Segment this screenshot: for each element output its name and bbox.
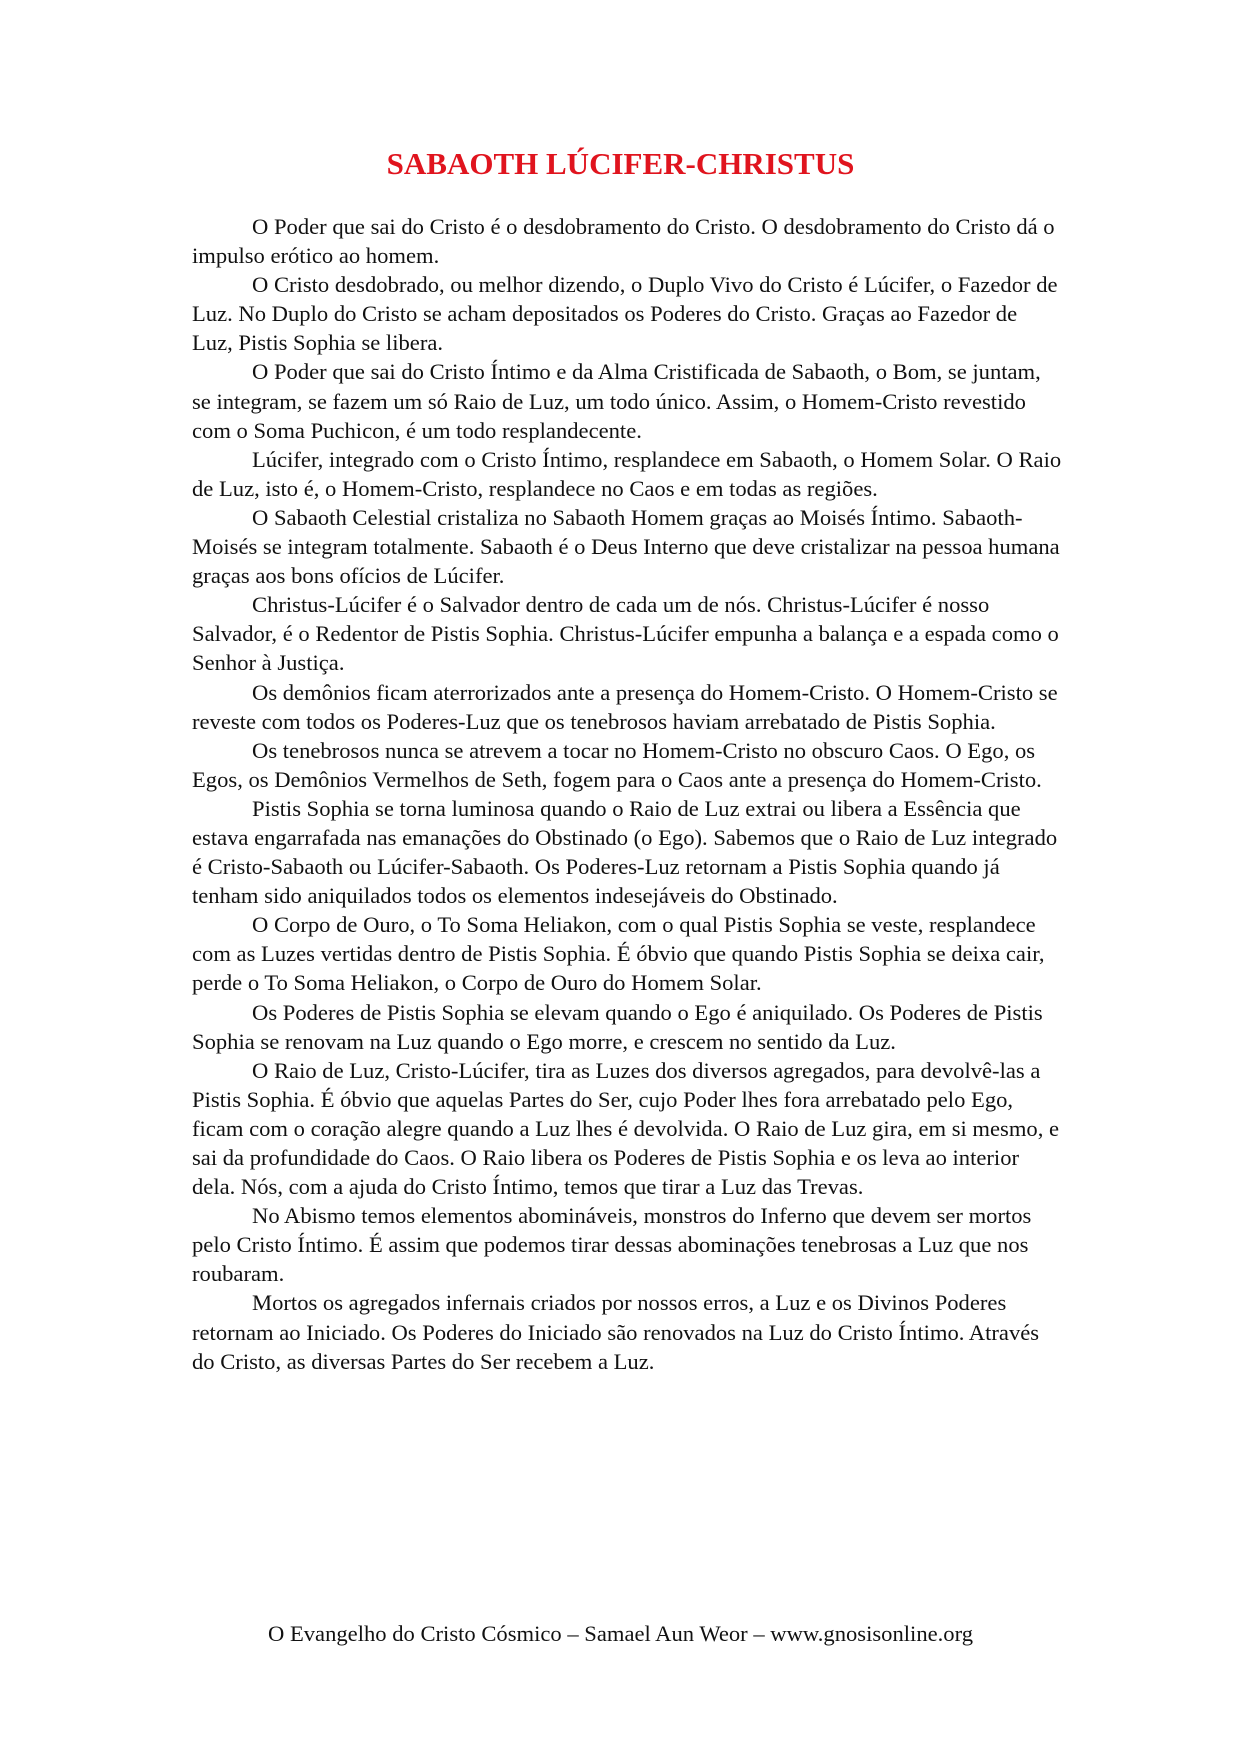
paragraph: Mortos os agregados infernais criados por nossos erros, a Luz e os Divinos Poderes retornam ao Iniciado. Os Poderes do Iniciado são renovados na Luz do Cristo Íntimo. Através do Cristo, as diversas Partes do Ser recebem a Luz. <box>192 1290 1040 1374</box>
paragraph: Pistis Sophia se torna luminosa quando o Raio de Luz extrai ou libera a Essência que estava engarrafada nas emanações do Obstinado (o Ego). Sabemos que o Raio de Luz integrado é Cristo-Sabaoth ou Lúcifer-Sabaoth. Os Poderes-Luz retornam a Pistis Sophia quando já tenham sido aniquilados todos os elementos indesejáveis do Obstinado. <box>192 795 1058 909</box>
paragraph: Os Poderes de Pistis Sophia se elevam quando o Ego é aniquilado. Os Poderes de Pistis Sophia se renovam na Luz quando o Ego morre, e crescem no sentido da Luz. <box>192 999 1043 1054</box>
page-footer: O Evangelho do Cristo Cósmico – Samael Aun Weor – www.gnosisonline.org <box>267 1621 974 1646</box>
paragraph: O Sabaoth Celestial cristaliza no Sabaoth Homem graças ao Moisés Íntimo. Sabaoth-Moisés se integram totalmente. Sabaoth é o Deus Interno que deve cristalizar na pessoa humana graças aos bons ofícios de Lúcifer. <box>192 504 1060 589</box>
paragraph: Os tenebrosos nunca se atrevem a tocar no Homem-Cristo no obscuro Caos. O Ego, os Egos, os Demônios Vermelhos de Seth, fogem para o Caos ante a presença do Homem-Cristo. <box>192 737 1042 792</box>
paragraph: Christus-Lúcifer é o Salvador dentro de cada um de nós. Christus-Lúcifer é nosso Salvador, é o Redentor de Pistis Sophia. Christus-Lúcifer empunha a balança e a espada como o Senhor à Justiça. <box>192 592 1059 676</box>
paragraph: O Poder que sai do Cristo é o desdobramento do Cristo. O desdobramento do Cristo dá o impulso erótico ao homem. <box>192 214 1055 269</box>
paragraph: O Raio de Luz, Cristo-Lúcifer, tira as Luzes dos diversos agregados, para devolvê-las a Pistis Sophia. É óbvio que aquelas Partes do Ser, cujo Poder lhes fora arrebatado pelo Ego, ficam com o coração alegre quando a Luz lhes é devolvida. O Raio de Luz gira, em si mesmo, e sai da profundidade do Caos. O Raio libera os Poderes de Pistis Sophia e os leva ao interior dela. Nós, com a ajuda do Cristo Íntimo, temos que tirar a Luz das Trevas. <box>192 1057 1060 1200</box>
paragraph: O Corpo de Ouro, o To Soma Heliakon, com o qual Pistis Sophia se veste, resplandece com as Luzes vertidas dentro de Pistis Sophia. É óbvio que quando Pistis Sophia se deixa cair, perde o To Soma Heliakon, o Corpo de Ouro do Homem Solar. <box>192 912 1045 996</box>
body-text <box>192 212 1062 1376</box>
paragraph: O Poder que sai do Cristo Íntimo e da Alma Cristificada de Sabaoth, o Bom, se juntam, se integram, se fazem um só Raio de Luz, um todo único. Assim, o Homem-Cristo revestido com o Soma Puchicon, é um todo resplandecente. <box>192 359 1041 443</box>
paragraph: O Cristo desdobrado, ou melhor dizendo, o Duplo Vivo do Cristo é Lúcifer, o Fazedor de Luz. No Duplo do Cristo se acham depositados os Poderes do Cristo. Graças ao Fazedor de Luz, Pistis Sophia se libera. <box>192 272 1058 356</box>
page-title: SABAOTH LÚCIFER-CHRISTUS <box>386 146 855 181</box>
paragraph: Lúcifer, integrado com o Cristo Íntimo, resplandece em Sabaoth, o Homem Solar. O Raio de Luz, isto é, o Homem-Cristo, resplandece no Caos e em todas as regiões. <box>192 446 1062 501</box>
paragraph: No Abismo temos elementos abomináveis, monstros do Inferno que devem ser mortos pelo Cristo Íntimo. É assim que podemos tirar dessas abominações tenebrosas a Luz que nos roubaram. <box>192 1203 1032 1287</box>
paragraph: Os demônios ficam aterrorizados ante a presença do Homem-Cristo. O Homem-Cristo se reveste com todos os Poderes-Luz que os tenebrosos haviam arrebatado de Pistis Sophia. <box>192 679 1058 734</box>
